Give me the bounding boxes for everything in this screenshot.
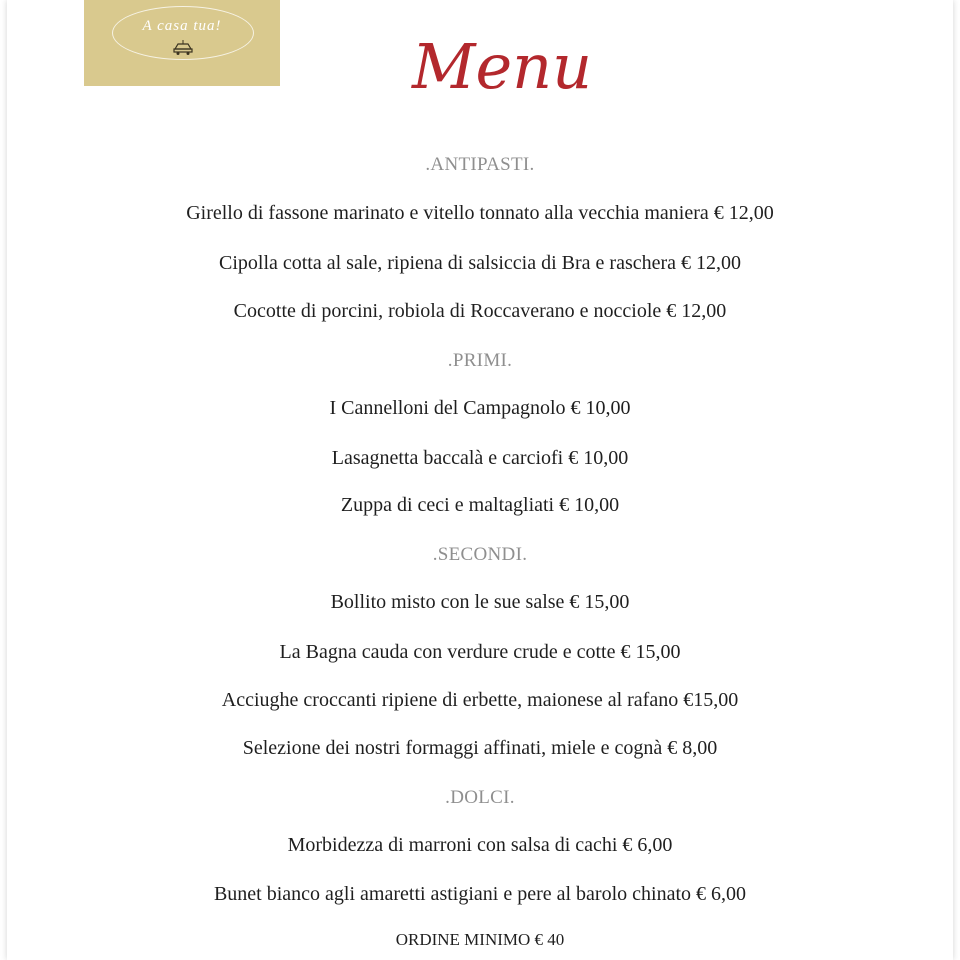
menu-item: Selezione dei nostri formaggi affinati, miele e cognà € 8,00 [242,737,718,759]
car-icon [172,38,194,56]
menu-item: Morbidezza di marroni con salsa di cachi € 6,00 [287,834,673,856]
section-heading-dolci: .DOLCI. [445,787,515,808]
menu-item: Bollito misto con le sue salse € 15,00 [330,591,630,613]
menu-item: Girello di fassone marinato e vitello tonnato alla vecchia maniera € 12,00 [186,202,774,224]
section-heading-primi: .PRIMI. [447,350,513,371]
section-heading-antipasti: .ANTIPASTI. [425,154,535,175]
logo-text: A casa tua! [142,18,222,34]
menu-item: Cocotte di porcini, robiola di Roccaverano e nocciole € 12,00 [233,300,727,322]
menu-item: Lasagnetta baccalà e carciofi € 10,00 [331,447,629,469]
restaurant-logo [84,0,280,86]
menu-item: Cipolla cotta al sale, ripiena di salsiccia di Bra e raschera € 12,00 [218,252,742,274]
section-heading-secondi: .SECONDI. [432,544,528,565]
menu-title: Menu [412,30,593,103]
minimum-order-note: ORDINE MINIMO € 40 [395,930,565,949]
menu-item: I Cannelloni del Campagnolo € 10,00 [329,397,631,419]
menu-item: Zuppa di ceci e maltagliati € 10,00 [340,494,620,516]
menu-item: La Bagna cauda con verdure crude e cotte € 15,00 [279,641,681,663]
menu-page [7,0,953,960]
menu-item: Acciughe croccanti ripiene di erbette, maionese al rafano €15,00 [221,689,739,711]
menu-item: Bunet bianco agli amaretti astigiani e pere al barolo chinato € 6,00 [213,883,747,905]
